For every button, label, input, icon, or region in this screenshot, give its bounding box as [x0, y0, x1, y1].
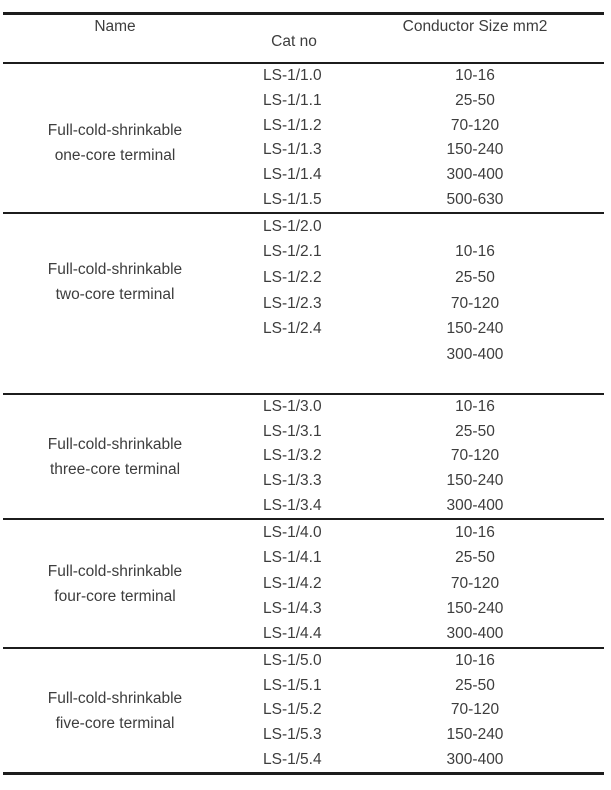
conductor-size-cell: 300-400: [446, 345, 504, 363]
conductor-size-cell: 25-50: [455, 676, 495, 694]
product-name-line: Full-cold-shrinkable: [47, 562, 183, 580]
conductor-size-cell: 10-16: [455, 398, 495, 416]
product-name-line: four-core terminal: [54, 587, 176, 605]
conductor-size-cell: 150-240: [446, 599, 504, 617]
cat-no-cell: LS-1/4.1: [263, 549, 322, 567]
cat-no-cell: LS-1/5.4: [263, 750, 322, 768]
conductor-size-cell: 10-16: [455, 243, 495, 261]
header-spacer: [589, 15, 604, 62]
table-header-row: [3, 15, 604, 64]
conductor-size-cell: 10-16: [455, 523, 495, 541]
cat-no-cell: LS-1/4.3: [263, 599, 322, 617]
cat-no-cell: LS-1/5.2: [263, 701, 322, 719]
table-section: [3, 214, 604, 395]
conductor-size-cell: 70-120: [450, 701, 500, 719]
product-name-line: two-core terminal: [55, 285, 175, 303]
product-catalog-table: [3, 12, 604, 775]
cat-no-cell: LS-1/1.0: [263, 67, 322, 85]
cat-no-cell: LS-1/1.4: [263, 166, 322, 184]
cat-no-cell: LS-1/3.2: [263, 447, 322, 465]
conductor-size-cell: 500-630: [446, 190, 504, 208]
cat-no-cell: LS-1/2.0: [263, 217, 322, 235]
cat-no-cell: LS-1/3.1: [263, 422, 322, 440]
conductor-size-cell: 10-16: [455, 652, 495, 670]
column-header-name: Name: [94, 18, 136, 35]
conductor-size-cell: 150-240: [446, 726, 504, 744]
product-name-line: Full-cold-shrinkable: [47, 122, 183, 139]
cat-no-cell: LS-1/3.3: [263, 472, 322, 490]
product-name-line: three-core terminal: [49, 460, 181, 478]
cat-no-cell: LS-1/2.3: [263, 294, 322, 312]
conductor-size-cell: 10-16: [455, 67, 495, 85]
cat-no-cell: LS-1/4.0: [263, 523, 322, 541]
product-name: [3, 192, 227, 371]
cat-no-cell: LS-1/1.1: [263, 92, 322, 109]
cat-no-cell: LS-1/4.2: [263, 574, 322, 592]
product-name-line: Full-cold-shrinkable: [47, 435, 183, 453]
conductor-size-cell: 25-50: [455, 268, 495, 286]
cat-no-cell: LS-1/2.2: [263, 268, 322, 286]
cat-no-cell: LS-1/3.4: [263, 496, 322, 514]
table-row: [3, 367, 604, 393]
column-header-conductor-size: Conductor Size mm2: [402, 18, 548, 35]
cat-no-cell: LS-1/4.4: [263, 625, 322, 643]
conductor-size-cell: 150-240: [446, 141, 504, 159]
conductor-size-cell: 25-50: [455, 92, 495, 109]
table-body: [3, 64, 604, 775]
conductor-size-cell: 70-120: [450, 294, 500, 312]
conductor-size-cell: 300-400: [446, 166, 504, 184]
conductor-size-cell: 70-120: [450, 116, 500, 134]
conductor-size-cell: 70-120: [450, 447, 500, 465]
conductor-size-cell: 150-240: [446, 472, 504, 490]
product-name: [3, 520, 227, 647]
product-name-line: one-core terminal: [54, 147, 176, 164]
product-name-line: five-core terminal: [55, 714, 175, 732]
column-header-cat-no: Cat no: [271, 33, 317, 50]
conductor-size-cell: 300-400: [446, 625, 504, 643]
cat-no-cell: LS-1/5.3: [263, 726, 322, 744]
conductor-size-cell: 25-50: [455, 422, 495, 440]
conductor-size-cell: 300-400: [446, 750, 504, 768]
cat-no-cell: LS-1/2.4: [263, 320, 322, 338]
product-name-line: Full-cold-shrinkable: [47, 689, 183, 707]
cat-no-cell: LS-1/2.1: [263, 243, 322, 261]
product-name: [3, 649, 227, 772]
table-section: [3, 649, 604, 775]
conductor-size-cell: 300-400: [446, 496, 504, 514]
cat-no-cell: LS-1/1.5: [263, 190, 322, 208]
product-name-line: Full-cold-shrinkable: [47, 260, 183, 278]
cat-no-cell: LS-1/5.0: [263, 652, 322, 670]
conductor-size-cell: 70-120: [450, 574, 500, 592]
cat-no-cell: LS-1/3.0: [263, 398, 322, 416]
table-section: [3, 395, 604, 520]
table-section: [3, 520, 604, 649]
cat-no-cell: LS-1/5.1: [263, 676, 322, 694]
product-name: [3, 395, 227, 518]
conductor-size-cell: 25-50: [455, 549, 495, 567]
cat-no-cell: LS-1/1.3: [263, 141, 322, 159]
cat-no-cell: LS-1/1.2: [263, 116, 322, 134]
conductor-size-cell: 150-240: [446, 320, 504, 338]
